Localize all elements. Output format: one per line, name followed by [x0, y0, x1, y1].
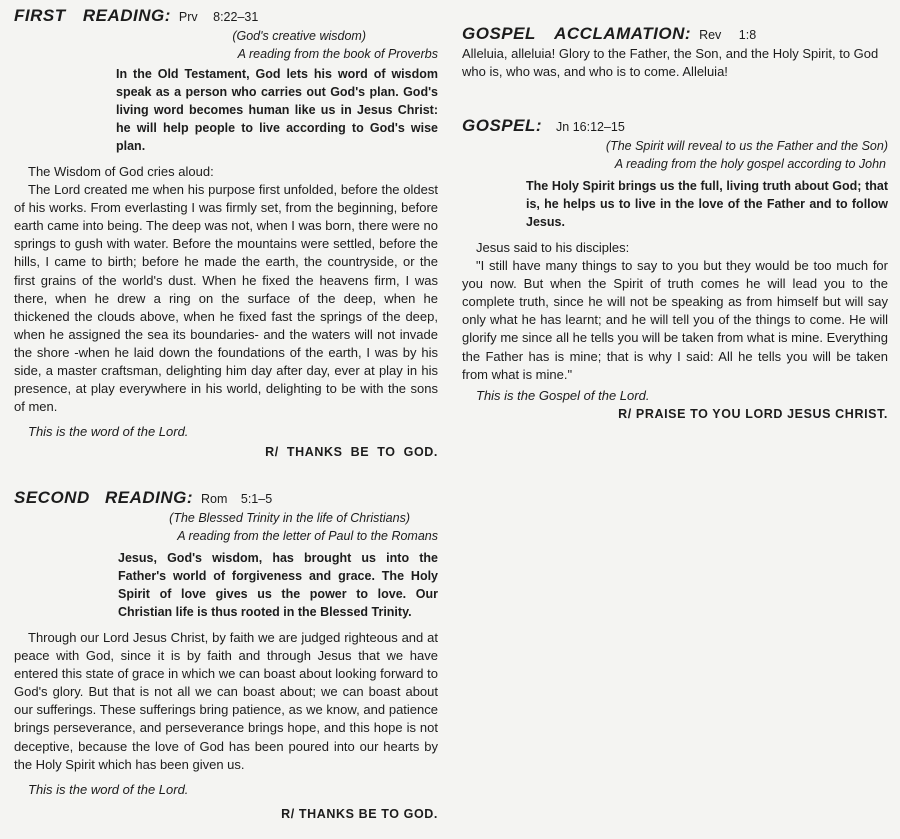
gospel-source: A reading from the holy gospel according to John — [614, 157, 886, 171]
second-reading-heading — [14, 488, 438, 508]
gospel-summary: The Holy Spirit brings us the full, living truth about God; that is, he helps us to live in the love of the Father and to follow Jesus. — [526, 179, 888, 229]
first-reading-text: The Lord created me when his purpose first unfolded, before the oldest of his works. From everlasting I was firmly set, from the beginning, before earth came into being. The deep was not, when I was born, there were no springs to gush with water. Before the mountains were settled, before the hills, I came to birth; before he made the earth, the countryside, or the first grains of the world's dust. When he fixed the heavens firm, I was there, when he drew a ring on the surface of the deep, when he thickened the clouds above, when he fixed fast the springs of the deep, when he assigned the sea its boundaries- and the waters will not invade the shore -when he laid down the foundations of the earth, I was by his side, a master craftsman, delighting him day after day, ever at play in his presence, at play everywhere in his world, delighting to be with the sons of men. — [14, 182, 438, 415]
gospel-intro: Jesus said to his disciples: — [476, 240, 630, 255]
second-reading-title: SECOND READING: — [14, 488, 194, 507]
gospel-acclamation-title: GOSPEL ACCLAMATION: — [462, 24, 692, 43]
first-reading-ref: Prv 8:22–31 — [178, 10, 259, 24]
gospel-theme: (The Spirit will reveal to us the Father and the Son) — [605, 139, 888, 153]
second-reading-source: A reading from the letter of Paul to the Romans — [177, 529, 438, 543]
first-reading-theme: (God's creative wisdom) — [232, 29, 366, 43]
first-reading-closing: This is the word of the Lord. — [28, 424, 189, 440]
gospel-closing: This is the Gospel of the Lord. — [476, 387, 650, 403]
gospel-title: GOSPEL: — [462, 116, 543, 135]
gospel-text: "I still have many things to say to you but they would be too much for you now. But when the Spirit of truth comes he will lead you to the complete truth, since he will not be speaking as from himself but will say only what he has learnt; and he will tell you of the things to come. He will glorify me since all he tells you will be taken from what is mine. Everything the Father has is mine; that is why I said: All he tells you will be taken from what is mine." — [462, 258, 888, 382]
second-reading-response: R/ THANKS BE TO GOD. — [281, 806, 438, 821]
second-reading-summary: Jesus, God's wisdom, has brought us into the Father's world of forgiveness and grace. The Holy Spirit of love gives us the power to love. Our Christian life is thus rooted in the Blessed Trinity. — [118, 551, 438, 619]
gospel-response: R/ PRAISE TO YOU LORD JESUS CHRIST. — [618, 406, 888, 421]
gospel-heading — [462, 116, 888, 136]
first-reading-title: FIRST READING: — [14, 6, 171, 25]
second-reading-theme: (The Blessed Trinity in the life of Christians) — [169, 511, 410, 525]
gospel-acclamation-text: Alleluia, alleluia! Glory to the Father, the Son, and the Holy Spirit, to God who is, who was, and who is to come. Alleluia! — [462, 46, 879, 80]
first-reading-source: A reading from the book of Proverbs — [237, 47, 438, 61]
first-reading-heading — [14, 6, 438, 26]
second-reading-ref: Rom 5:1–5 — [201, 492, 273, 506]
first-reading-response: R/ THANKS BE TO GOD. — [265, 445, 438, 460]
gospel-acclamation-ref: Rev 1:8 — [699, 28, 757, 42]
gospel-acclamation-section — [462, 24, 888, 81]
gospel-section — [462, 116, 888, 421]
gospel-ref: Jn 16:12–15 — [556, 120, 625, 134]
second-reading-closing: This is the word of the Lord. — [28, 781, 189, 797]
first-reading-section — [14, 6, 438, 459]
second-reading-text: Through our Lord Jesus Christ, by faith we are judged righteous and at peace with God, since it is by faith and through Jesus that we have entered this state of grace in which we can boast about looking forward to God's glory. But that is not all we can boast about; we can boast about our sufferings. These sufferings bring patience, as we know, and patience brings perseverance, and perseverance brings hope, and this hope is not deceptive, because the love of God has been poured into our hearts by the Holy Spirit which has been given us. — [14, 630, 438, 772]
first-reading-summary: In the Old Testament, God lets his word of wisdom speak as a person who carries out God's plan. God's living word becomes human like us in Jesus Christ: he will help people to live according to God's wise plan. — [116, 67, 438, 153]
gospel-acclamation-heading — [462, 24, 888, 44]
second-reading-section — [14, 488, 438, 821]
first-reading-intro: The Wisdom of God cries aloud: — [28, 164, 214, 179]
